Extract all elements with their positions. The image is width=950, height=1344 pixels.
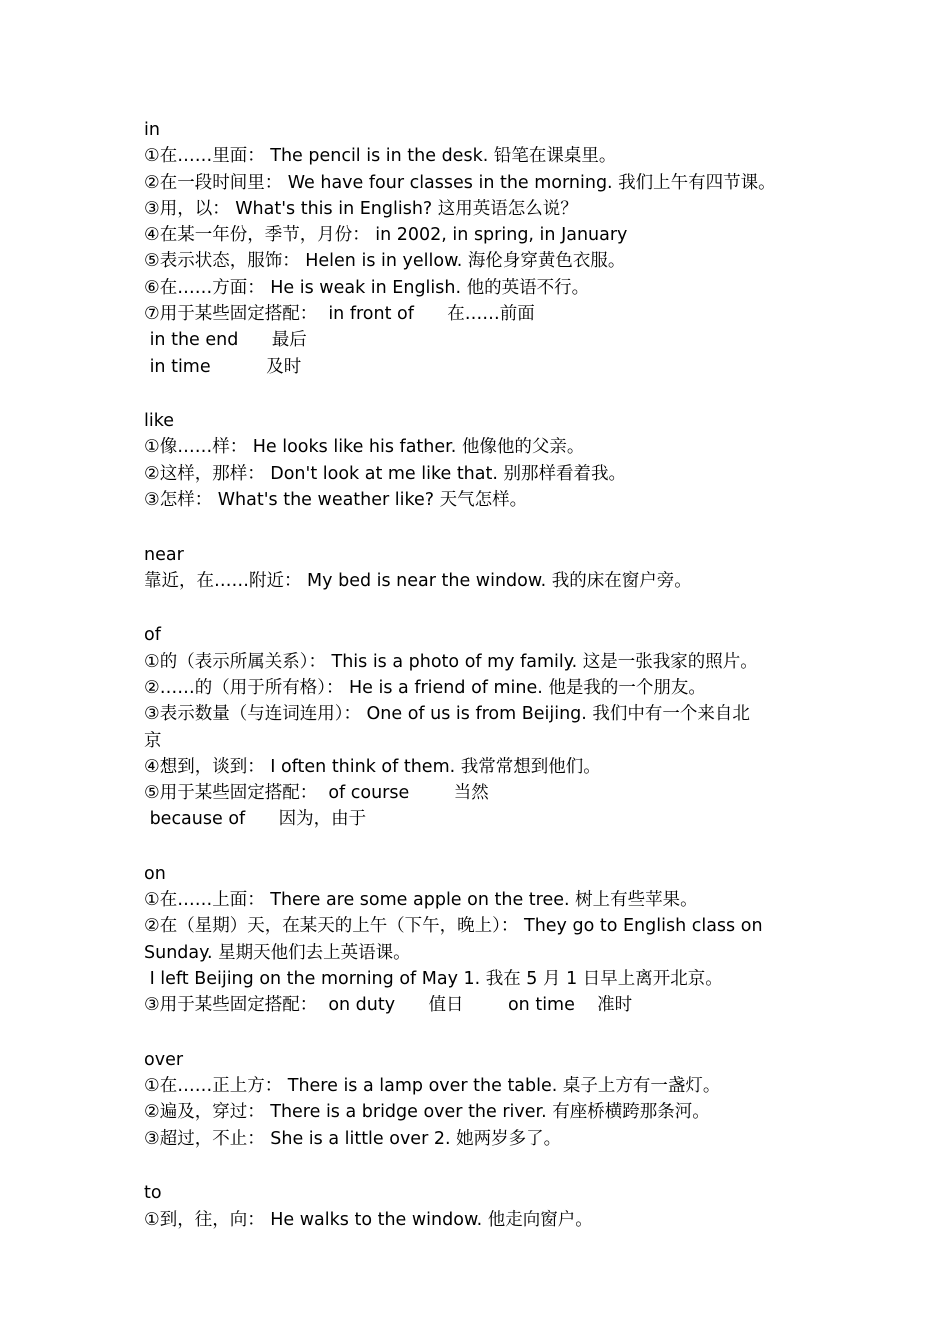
entry-line: 靠近，在……附近： My bed is near the window. 我的床在窗户旁。	[144, 570, 692, 591]
entry-line: in the end 最后	[144, 330, 307, 351]
entry-line: ②……的（用于所有格）： He is a friend of mine. 他是我的一个朋友。	[144, 677, 706, 698]
section-gap	[144, 594, 824, 622]
entry-line: in time 及时	[144, 356, 302, 377]
entry-line: ⑤表示状态，服饰： Helen is in yellow. 海伦身穿黄色衣服。	[144, 251, 626, 272]
entry-line: ⑥在……方面： He is weak in English. 他的英语不行。	[144, 277, 590, 298]
section-heading-of: of	[144, 625, 161, 646]
section-heading-to: to	[144, 1183, 162, 1204]
entry-line: ①在……上面： There are some apple on the tree. 树上有些苹果。	[144, 890, 698, 911]
section-heading-like: like	[144, 411, 175, 432]
section-heading-on: on	[144, 863, 166, 884]
section-gap	[144, 1019, 824, 1047]
entry-line: ③超过，不止： She is a little over 2. 她两岁多了。	[144, 1128, 562, 1149]
section-gap	[144, 513, 824, 541]
entry-line: Sunday. 星期天他们去上英语课。	[144, 942, 411, 963]
entry-line: ①到，往，向： He walks to the window. 他走向窗户。	[144, 1209, 593, 1230]
entry-line: ②这样，那样： Don't look at me like that. 别那样看着我。	[144, 463, 626, 484]
entry-line: ①在……正上方： There is a lamp over the table. 桌子上方有一盏灯。	[144, 1076, 721, 1097]
entry-line: ⑤用于某些固定搭配： of course 当然	[144, 783, 489, 804]
entry-line: ②在一段时间里： We have four classes in the morning. 我们上午有四节课。	[144, 172, 776, 193]
entry-line: ②遍及，穿过： There is a bridge over the river. 有座桥横跨那条河。	[144, 1102, 710, 1123]
entry-line: ⑦用于某些固定搭配： in front of 在……前面	[144, 304, 535, 325]
entry-line: 京	[144, 730, 162, 751]
entry-line: ③怎样： What's the weather like? 天气怎样。	[144, 490, 528, 511]
document-page	[144, 117, 824, 1233]
entry-line: ①在……里面： The pencil is in the desk. 铅笔在课桌里。	[144, 146, 617, 167]
section-gap	[144, 1152, 824, 1180]
entry-line: ②在（星期）天，在某天的上午（下午，晚上）： They go to English class on	[144, 916, 763, 937]
entry-line: ①像……样： He looks like his father. 他像他的父亲。	[144, 437, 585, 458]
entry-line: because of 因为，由于	[144, 809, 367, 830]
section-heading-near: near	[144, 544, 184, 565]
entry-line: I left Beijing on the morning of May 1. 我在 5 月 1 日早上离开北京。	[144, 969, 723, 990]
section-gap	[144, 380, 824, 408]
entry-line: ④在某一年份，季节，月份： in 2002, in spring, in January	[144, 225, 628, 246]
section-heading-over: over	[144, 1049, 184, 1070]
entry-line: ③用，以： What's this in English? 这用英语怎么说？	[144, 198, 578, 219]
entry-line: ③用于某些固定搭配： on duty 值日 on time 准时	[144, 995, 633, 1016]
section-heading-in: in	[144, 120, 160, 140]
entry-line: ④想到，谈到： I often think of them. 我常常想到他们。	[144, 756, 601, 777]
entry-line: ③表示数量（与连词连用）： One of us is from Beijing. 我们中有一个来自北	[144, 704, 750, 725]
entry-line: ①的（表示所属关系）： This is a photo of my family. 这是一张我家的照片。	[144, 651, 758, 672]
section-gap	[144, 833, 824, 861]
